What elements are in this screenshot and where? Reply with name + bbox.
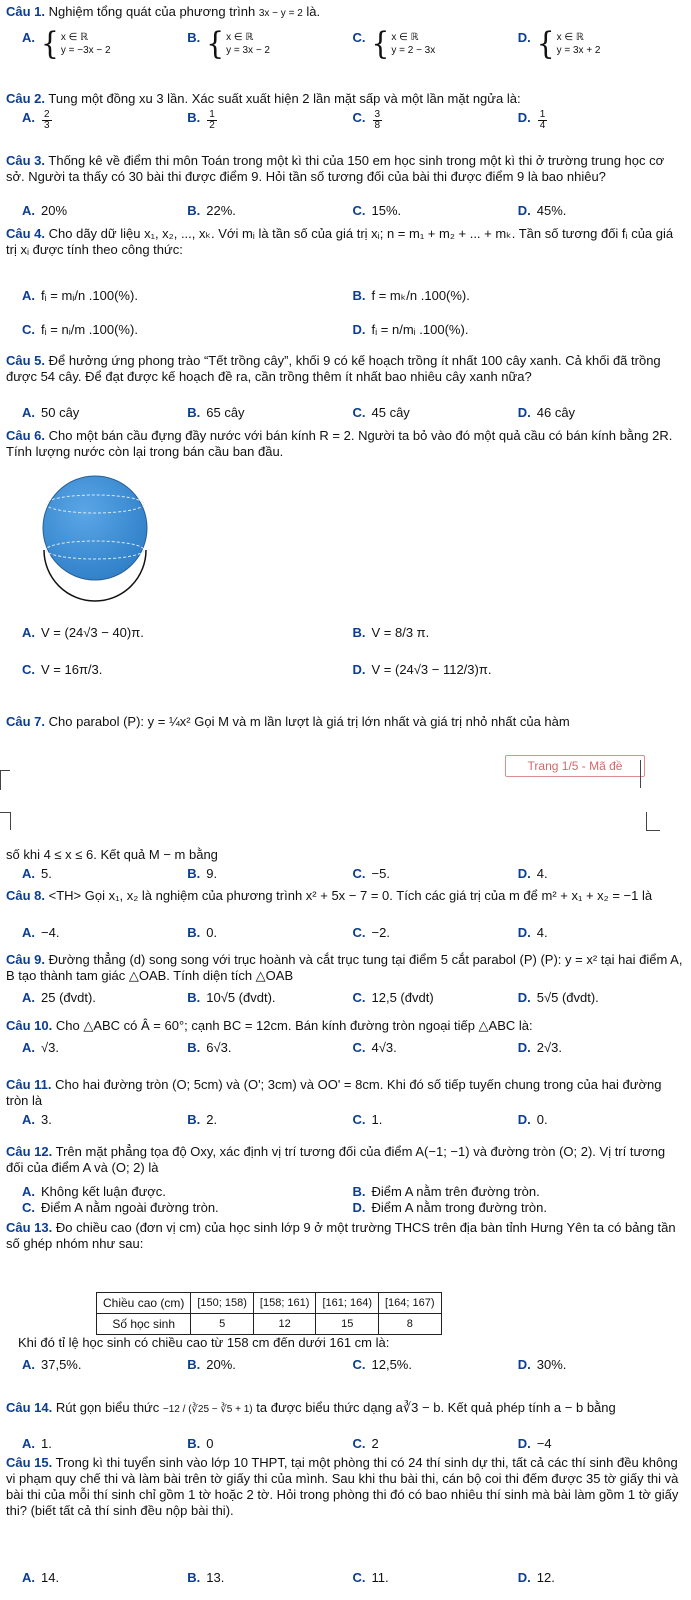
q9-options (22, 990, 683, 1005)
question-13-after (18, 1335, 683, 1351)
option-text: √3. (41, 1040, 59, 1055)
option-text: Không kết luận được. (41, 1184, 166, 1199)
option-letter: A. (22, 1040, 35, 1055)
option-text: 0. (206, 925, 218, 940)
option-c[interactable] (353, 1436, 518, 1451)
option-text: −4. (41, 925, 60, 940)
option-letter: B. (187, 866, 201, 881)
option-text: 45%. (536, 203, 567, 218)
option-b[interactable]: B. { x ∈ ℝ y = 3x − 2 (187, 25, 270, 62)
q1-options (22, 25, 683, 62)
option-text: 4. (536, 866, 548, 881)
question-14 (6, 1400, 683, 1418)
option-text: V = 16π/3. (41, 662, 103, 677)
option-text: −2. (371, 925, 390, 940)
option-d[interactable] (518, 866, 683, 881)
option-c[interactable]: C. { x ∈ ℝ y = 2 − 3x (352, 25, 436, 62)
option-b[interactable] (353, 625, 684, 640)
question-text: Cho parabol (P): y = ¼x² Gọi M và m lần lượt là giá trị lớn nhất và giá trị nhỏ nhất của hàm (48, 714, 570, 729)
question-label: Câu 10. (6, 1018, 53, 1033)
option-letter: A. (22, 625, 35, 640)
table-cell: 8 (379, 1314, 442, 1335)
q5-options (22, 405, 683, 420)
option-letter: A. (22, 405, 35, 420)
question-13 (6, 1220, 683, 1252)
option-a[interactable] (22, 1040, 187, 1055)
option-letter: A. (22, 925, 35, 940)
option-letter: B. (187, 203, 201, 218)
table-header: Số học sinh (97, 1314, 191, 1335)
option-text: 9. (206, 866, 218, 881)
question-text: Để hưởng ứng phong trào “Tết trồng cây”, khối 9 có kế hoạch trồng ít nhất 100 cây xanh. Cả khối đã trồng được 54 cây. Để đạt được kế hoạch đề ra, cần trồng thêm ít nhất bao nhiêu cây xanh nữa? (6, 353, 661, 384)
option-text: 0. (536, 1112, 548, 1127)
sphere-in-hemisphere-figure (40, 470, 150, 606)
option-letter: C. (22, 322, 35, 337)
question-label: Câu 4. (6, 226, 46, 241)
page-corner (646, 812, 647, 830)
option-letter: B. (187, 1040, 201, 1055)
option-text: 2 (371, 1436, 379, 1451)
option-a[interactable] (22, 1436, 187, 1451)
q2-options (22, 110, 683, 131)
option-text: 5. (41, 866, 52, 881)
option-d[interactable] (518, 925, 683, 940)
option-letter: A. (22, 990, 35, 1005)
option-letter: C. (352, 866, 366, 881)
q7-options (22, 866, 683, 881)
option-letter: D. (517, 1112, 531, 1127)
q6-options-row2 (22, 662, 683, 677)
q15-options (22, 1570, 683, 1585)
option-a[interactable] (22, 866, 187, 881)
option-text: fᵢ = mᵢ/n .100(%). (41, 288, 138, 303)
question-text: Cho dãy dữ liệu x₁, x₂, ..., xₖ. Với mᵢ là tần số của giá trị xᵢ; n = m₁ + m₂ + ... + mₖ. Tần số tương đối fᵢ của giá trị xᵢ được tính theo công thức: (6, 226, 674, 257)
page-corner (646, 830, 660, 831)
question-1 (6, 4, 683, 22)
q10-options (22, 1040, 683, 1055)
option-d[interactable] (518, 1436, 683, 1451)
option-text: Điểm A nằm ngoài đường tròn. (41, 1200, 219, 1215)
expression: −12 / (∛25 − ∛5 + 1) (162, 1404, 253, 1415)
question-15 (6, 1455, 683, 1519)
option-letter: B. (187, 990, 201, 1005)
option-text: 50 cây (41, 405, 80, 420)
option-a[interactable] (22, 990, 187, 1005)
system-line: x ∈ ℝ (226, 32, 254, 43)
question-text: Tung một đồng xu 3 lần. Xác suất xuất hiện 2 lần mặt sấp và một lần mặt ngửa là: (48, 91, 521, 106)
option-b[interactable] (353, 288, 684, 304)
option-letter: B. (352, 288, 366, 303)
option-text: Điểm A nằm trong đường tròn. (371, 1200, 547, 1215)
option-text: −4 (536, 1436, 552, 1451)
q12-options-row1 (22, 1184, 683, 1199)
question-text: Đường thẳng (d) song song với trục hoành và cắt trục tung tại điểm 5 cắt parabol (P) (P): y = x² tại hai điểm A, B tạo thành tam giác △OAB. Tính diện tích △OAB (6, 952, 683, 983)
option-letter: A. (22, 1570, 35, 1585)
option-text: f = mₖ/n .100(%). (371, 288, 470, 303)
option-text: 22%. (206, 203, 236, 218)
option-d[interactable] (518, 1357, 683, 1372)
option-b[interactable] (353, 1184, 684, 1199)
option-b[interactable] (187, 1570, 352, 1585)
option-letter: D. (517, 1570, 531, 1585)
option-text: 14. (41, 1570, 60, 1585)
denominator: 8 (374, 120, 381, 131)
system-line: x ∈ ℝ (391, 32, 419, 43)
option-a[interactable] (22, 203, 187, 218)
option-a[interactable] (22, 288, 353, 304)
denominator: 3 (44, 120, 50, 131)
question-label: Câu 12. (6, 1144, 53, 1159)
question-2 (6, 91, 683, 107)
option-a[interactable] (22, 1570, 187, 1585)
question-text: <TH> Gọi x₁, x₂ là nghiệm của phương trình x² + 5x − 7 = 0. Tích các giá trị của m để m² + x₁ + x₂ = −1 là (48, 888, 653, 903)
option-text: 0 (206, 1436, 214, 1451)
option-letter: D. (517, 1357, 531, 1372)
question-3 (6, 153, 683, 185)
option-letter: D. (352, 662, 366, 677)
system-line: y = 3x − 2 (226, 45, 270, 56)
option-letter: C. (352, 990, 366, 1005)
option-text: 3. (41, 1112, 52, 1127)
question-label: Câu 5. (6, 353, 46, 368)
option-letter: D. (517, 1436, 531, 1451)
q14-options (22, 1436, 683, 1451)
question-text: Cho một bán cầu đựng đầy nước với bán kính R = 2. Người ta bỏ vào đó một quả cầu có bán kính bằng 2R. Tính lượng nước còn lại trong bán cầu ban đầu. (6, 428, 673, 459)
table-cell: [150; 158) (191, 1293, 254, 1314)
option-letter: C. (352, 110, 366, 125)
option-letter: B. (187, 110, 201, 125)
option-letter: D. (517, 925, 531, 940)
question-7 (6, 714, 683, 730)
page-corner (10, 812, 11, 830)
option-text: fᵢ = nᵢ/m .100(%). (41, 322, 138, 337)
option-letter: C. (352, 1570, 366, 1585)
option-d[interactable] (353, 322, 684, 337)
page-corner (0, 770, 10, 771)
option-c[interactable] (353, 1040, 518, 1055)
option-letter: C. (352, 203, 366, 218)
option-letter: A. (22, 1112, 35, 1127)
table-cell: 5 (191, 1314, 254, 1335)
equation: 3x − y = 2 (258, 8, 303, 19)
option-text: V = (24√3 − 40)π. (41, 625, 144, 640)
question-12 (6, 1144, 683, 1176)
table-cell: [161; 164) (316, 1293, 379, 1314)
option-letter: D. (352, 322, 366, 337)
option-b[interactable] (187, 1112, 352, 1127)
question-label: Câu 1. (6, 4, 46, 19)
table-cell: [164; 167) (379, 1293, 442, 1314)
table-row (97, 1314, 442, 1335)
option-letter: C. (352, 1040, 366, 1055)
option-b[interactable] (187, 1040, 352, 1055)
option-letter: C. (352, 1357, 366, 1372)
option-b[interactable] (187, 203, 352, 218)
page-corner (0, 770, 1, 790)
question-label: Câu 3. (6, 153, 46, 168)
option-text: 1. (371, 1112, 383, 1127)
system-line: y = −3x − 2 (60, 45, 111, 56)
option-letter: D. (517, 1040, 531, 1055)
option-text: 11. (371, 1570, 389, 1585)
option-text: 4√3. (371, 1040, 397, 1055)
question-text: số khi 4 ≤ x ≤ 6. Kết quả M − m bằng (6, 847, 218, 862)
option-b[interactable] (187, 925, 352, 940)
option-text: 65 cây (206, 405, 245, 420)
fraction (207, 110, 217, 131)
option-text: 12,5%. (371, 1357, 412, 1372)
option-letter: C. (352, 1112, 366, 1127)
option-d[interactable] (353, 662, 684, 677)
option-a[interactable] (22, 405, 187, 420)
question-5 (6, 353, 683, 385)
question-text: Thống kê về điểm thi môn Toán trong một kì thi của 150 em học sinh trong một kì thi ở trường trung học cơ sở. Người ta thấy có 30 bài thi được điểm 9. Hỏi tần số tương đối của bài thi được điểm 9 là bao nhiêu? (6, 153, 665, 184)
option-text: 45 cây (371, 405, 410, 420)
question-text: Khi đó tỉ lệ học sinh có chiều cao từ 158 cm đến dưới 161 cm là: (18, 1335, 390, 1350)
q3-options (22, 203, 683, 218)
option-text: −5. (371, 866, 390, 881)
option-letter: D. (517, 990, 531, 1005)
system-line: y = 2 − 3x (391, 45, 436, 56)
numerator: 1 (539, 109, 546, 120)
question-tail: ta được biểu thức dạng a∛3 − b. Kết quả phép tính a − b bằng (256, 1400, 616, 1415)
option-b[interactable] (187, 110, 352, 131)
option-letter: C. (22, 662, 35, 677)
q6-options-row1 (22, 625, 683, 640)
page-footer: Trang 1/5 - Mã đề (505, 755, 645, 777)
system-line: x ∈ ℝ (60, 32, 89, 43)
option-d[interactable] (518, 203, 683, 218)
option-c[interactable] (22, 662, 353, 677)
option-letter: C. (22, 1200, 35, 1215)
option-text: 15%. (371, 203, 402, 218)
option-text: 10√5 (đvdt). (206, 990, 276, 1005)
question-label: Câu 7. (6, 714, 46, 729)
option-letter: D. (517, 203, 531, 218)
numerator: 2 (44, 109, 50, 120)
q8-options (22, 925, 683, 940)
option-text: 46 cây (536, 405, 576, 420)
question-label: Câu 15. (6, 1455, 53, 1470)
option-text: 5√5 (đvdt). (536, 990, 599, 1005)
question-4 (6, 226, 683, 258)
option-letter: D. (517, 110, 531, 125)
question-text: Cho hai đường tròn (O; 5cm) và (O'; 3cm) và OO' = 8cm. Khi đó số tiếp tuyến chung trong của hai đường tròn là (6, 1077, 662, 1108)
option-letter: D. (517, 30, 531, 45)
page-corner (0, 812, 10, 813)
option-text: 13. (206, 1570, 225, 1585)
question-text: Trên mặt phẳng tọa độ Oxy, xác định vị trí tương đối của điểm A(−1; −1) và đường tròn (O; 2). Vị trí tương đối của điểm A và (O; 2) là (6, 1144, 666, 1175)
option-letter: A. (22, 203, 35, 218)
option-d[interactable] (518, 1112, 683, 1127)
option-text: 6√3. (206, 1040, 232, 1055)
option-a[interactable] (22, 1184, 353, 1199)
option-text: 2√3. (536, 1040, 562, 1055)
option-text: V = (24√3 − 112/3)π. (371, 662, 492, 677)
fraction (373, 110, 383, 131)
numerator: 3 (374, 109, 381, 120)
option-letter: B. (187, 1112, 201, 1127)
option-c[interactable] (22, 322, 353, 337)
option-c[interactable] (353, 1112, 518, 1127)
question-9 (6, 952, 683, 984)
option-letter: C. (352, 1436, 366, 1451)
page-corner (640, 760, 641, 788)
question-text: Nghiệm tổng quát của phương trình (48, 4, 256, 19)
option-c[interactable] (353, 866, 518, 881)
option-letter: A. (22, 1184, 35, 1199)
option-text: 12,5 (đvdt) (371, 990, 434, 1005)
option-b[interactable] (187, 1357, 352, 1372)
option-text: 30%. (536, 1357, 567, 1372)
option-letter: A. (22, 1436, 35, 1451)
question-label: Câu 11. (6, 1077, 52, 1092)
option-text: fᵢ = n/mᵢ .100(%). (371, 322, 469, 337)
option-d[interactable] (518, 1040, 683, 1055)
option-text: 4. (536, 925, 548, 940)
option-d[interactable] (518, 1570, 683, 1585)
option-letter: D. (517, 866, 531, 881)
question-text: Rút gọn biểu thức (55, 1400, 160, 1415)
question-7-continued (6, 847, 683, 863)
question-label: Câu 8. (6, 888, 46, 903)
option-d[interactable]: D. { x ∈ ℝ y = 3x + 2 (517, 25, 601, 62)
option-text: 25 (đvdt). (41, 990, 96, 1005)
system-line: y = 3x + 2 (556, 45, 601, 56)
option-c[interactable] (353, 990, 518, 1005)
option-d[interactable] (518, 405, 683, 420)
option-letter: B. (352, 1184, 366, 1199)
denominator: 2 (209, 120, 215, 131)
option-c[interactable] (353, 405, 518, 420)
option-b[interactable] (187, 405, 352, 420)
system-line: x ∈ ℝ (556, 32, 584, 43)
option-letter: C. (352, 405, 366, 420)
option-letter: B. (352, 625, 366, 640)
option-letter: A. (22, 1357, 35, 1372)
table-cell: [158; 161) (253, 1293, 316, 1314)
table-cell: 15 (316, 1314, 379, 1335)
denominator: 4 (539, 120, 546, 131)
option-text: Điểm A nằm trên đường tròn. (371, 1184, 540, 1199)
table-header: Chiều cao (cm) (97, 1293, 191, 1314)
option-text: 20% (41, 203, 68, 218)
option-text: V = 8/3 π. (371, 625, 430, 640)
option-text: 20%. (206, 1357, 236, 1372)
option-a[interactable] (22, 625, 353, 640)
option-c[interactable] (353, 1570, 518, 1585)
option-letter: B. (187, 1357, 201, 1372)
question-tail: là. (306, 4, 321, 19)
option-c[interactable] (353, 203, 518, 218)
option-letter: B. (187, 1436, 201, 1451)
question-label: Câu 13. (6, 1220, 53, 1235)
option-text: 37,5%. (41, 1357, 82, 1372)
question-label: Câu 2. (6, 91, 46, 106)
q13-options (22, 1357, 683, 1372)
option-d[interactable] (353, 1200, 684, 1215)
option-text: 1. (41, 1436, 52, 1451)
question-10 (6, 1018, 683, 1034)
q4-options-row2 (22, 322, 683, 337)
option-d[interactable] (518, 990, 683, 1005)
fraction (538, 110, 548, 131)
option-c[interactable] (353, 110, 518, 131)
sphere (43, 476, 147, 580)
option-letter: A. (22, 288, 35, 303)
frequency-table (96, 1292, 442, 1335)
question-label: Câu 6. (6, 428, 46, 443)
option-letter: C. (352, 925, 366, 940)
question-text: Cho △ABC có Â = 60°; cạnh BC = 12cm. Bán kính đường tròn ngoại tiếp △ABC là: (55, 1018, 533, 1033)
option-c[interactable] (353, 925, 518, 940)
q12-options-row2 (22, 1200, 683, 1215)
option-letter: D. (352, 1200, 366, 1215)
q11-options (22, 1112, 683, 1127)
option-a[interactable] (22, 1112, 187, 1127)
q4-options-row1 (22, 288, 683, 304)
question-label: Câu 9. (6, 952, 46, 967)
fraction (42, 110, 52, 131)
table-row (97, 1293, 442, 1314)
option-text: 12. (536, 1570, 555, 1585)
option-letter: B. (187, 30, 201, 45)
option-a[interactable] (22, 110, 187, 131)
option-a[interactable]: A. { x ∈ ℝ y = −3x − 2 (22, 25, 111, 62)
option-text: 2. (206, 1112, 218, 1127)
option-letter: B. (187, 925, 201, 940)
option-b[interactable] (187, 990, 352, 1005)
option-d[interactable] (518, 110, 683, 131)
option-a[interactable] (22, 1357, 187, 1372)
option-letter: B. (187, 1570, 201, 1585)
option-letter: B. (187, 405, 201, 420)
question-text: Đo chiều cao (đơn vị cm) của học sinh lớp 9 ở một trường THCS trên địa bàn tỉnh Hưng Yên ta có bảng tần số ghép nhóm như sau: (6, 1220, 676, 1251)
option-a[interactable] (22, 925, 187, 940)
numerator: 1 (209, 109, 215, 120)
option-c[interactable] (22, 1200, 353, 1215)
option-letter: A. (22, 866, 35, 881)
option-letter: C. (352, 30, 366, 45)
question-text: Trong kì thi tuyển sinh vào lớp 10 THPT, tại một phòng thi có 24 thí sinh dự thi, tất cả các thí sinh đều không vi phạm quy chế thi và làm bài trên tờ giấy thi của mình. Sau khi thu bài thi, cán bộ coi thi đếm được 35 tờ giấy thi và bài thi của mỗi thí sinh chỉ gồm 1 tờ hoặc 2 tờ. Hỏi trong phòng thi đó có bao nhiêu thí sinh mà bài làm gồm 1 tờ giấy thi? (biết tất cả thí sinh đều nộp bài thi). (6, 1455, 679, 1518)
question-6 (6, 428, 683, 460)
question-label: Câu 14. (6, 1400, 53, 1415)
option-letter: A. (22, 30, 35, 45)
table-cell: 12 (253, 1314, 316, 1335)
question-11 (6, 1077, 683, 1109)
option-letter: D. (517, 405, 531, 420)
question-8 (6, 888, 683, 904)
option-letter: A. (22, 110, 35, 125)
option-b[interactable] (187, 866, 352, 881)
option-c[interactable] (353, 1357, 518, 1372)
option-b[interactable] (187, 1436, 352, 1451)
